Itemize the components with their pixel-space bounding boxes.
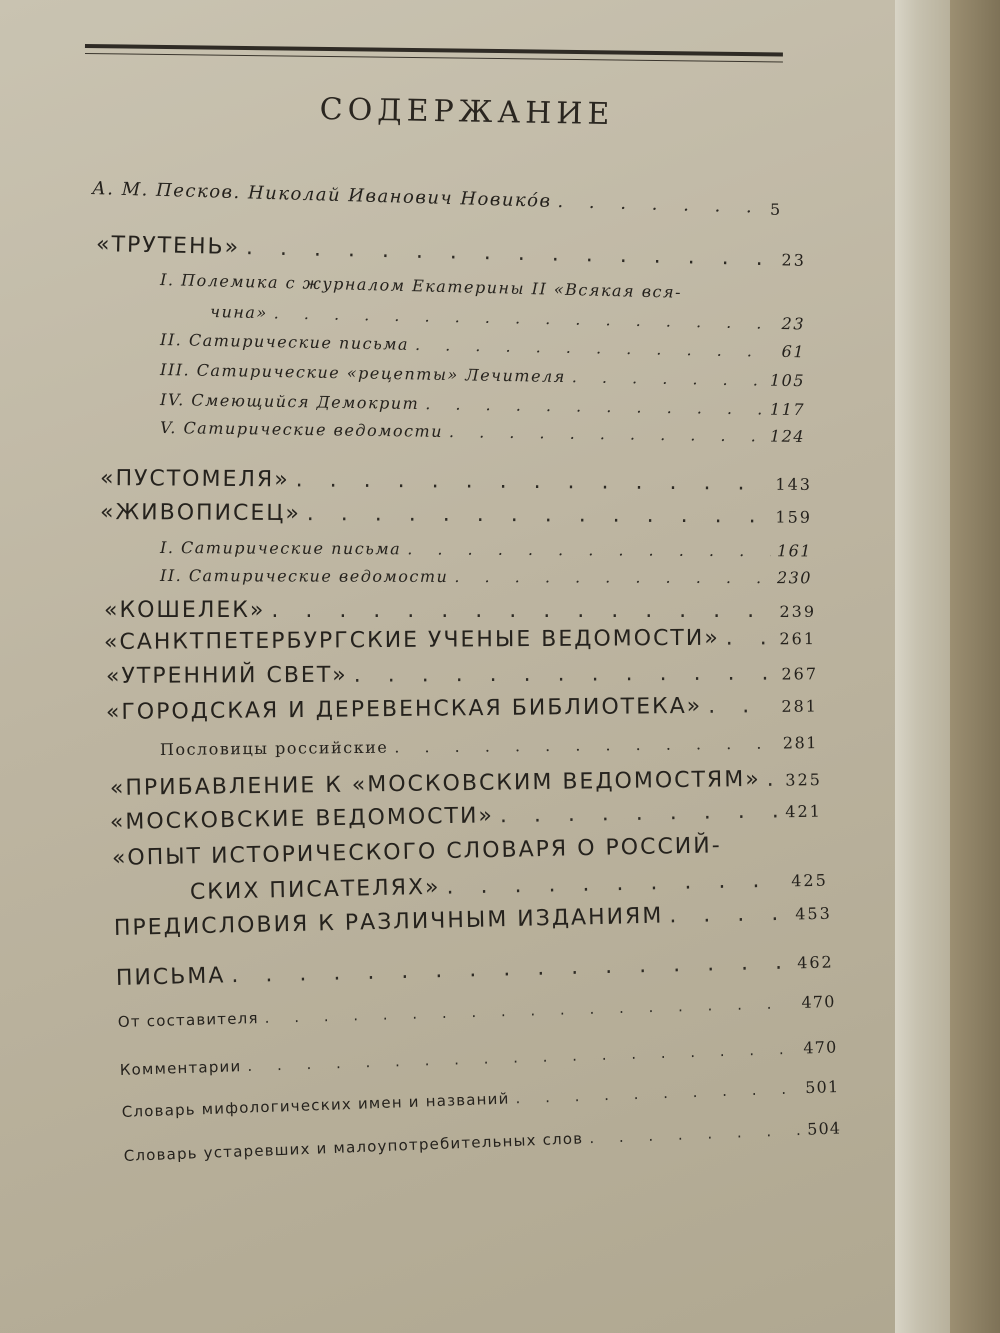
toc-entry-label: СКИХ ПИСАТЕЛЯХ»: [189, 874, 441, 905]
toc-entry-pisma: [116, 948, 835, 998]
toc-entry-label: Словарь мифологических имен и названий: [121, 1089, 510, 1121]
leader-dots: [449, 422, 764, 445]
toc-entry-page: 261: [779, 629, 817, 649]
toc-entry-page: 504: [806, 1118, 842, 1139]
toc-entry-label: «САНКТПЕТЕРБУРГСКИЕ УЧЕНЫЕ ВЕДОМОСТИ»: [103, 625, 720, 655]
leader-dots: [446, 868, 785, 900]
toc-entry-page: 230: [776, 568, 813, 588]
leader-dots: [669, 901, 789, 929]
toc-entry-label: Комментарии: [119, 1057, 242, 1079]
toc-entry-label: II. Сатирические ведомости: [159, 566, 449, 587]
toc-entry-spb-vedomosti: [104, 625, 816, 662]
toc-entry-label: I. Полемика с журналом Екатерины II «Всякая вся-: [159, 270, 683, 302]
toc-entry-label: «ЖИВОПИСЕЦ»: [99, 500, 301, 527]
toc-entry-utrenniy-svet: [106, 660, 818, 696]
toc-entry-page: 462: [796, 952, 834, 973]
toc-entry-page: 281: [781, 696, 819, 716]
toc-entry-page: 23: [781, 313, 806, 334]
toc-entry-ot-sostavitelya: [118, 992, 837, 1044]
leader-dots: [767, 767, 780, 792]
toc-entry-page: 425: [791, 870, 829, 891]
leader-dots: [425, 394, 764, 418]
toc-entry-page: 143: [775, 474, 813, 494]
toc-entry-label: «УТРЕННИЙ СВЕТ»: [105, 662, 348, 689]
toc-entry-page: 117: [769, 399, 806, 420]
leader-dots: [247, 1040, 797, 1075]
toc-entry-biblioteka: [106, 693, 818, 732]
leader-dots: [515, 1079, 799, 1107]
toc-entry-page: 267: [781, 664, 819, 684]
toc-entry-label: Пословицы российские: [159, 737, 389, 759]
toc-entry-label: I. Сатирические письма: [159, 538, 402, 559]
leader-dots: [726, 625, 774, 650]
toc-entry-label: ПРЕДИСЛОВИЯ К РАЗЛИЧНЫМ ИЗДАНИЯМ: [113, 903, 664, 941]
toc-entry-page: 453: [795, 903, 832, 924]
toc-entry-label: «ПУСТОМЕЛЯ»: [99, 466, 290, 493]
toc-entry-label: Словарь устаревших и малоупотребительных слов: [123, 1129, 584, 1165]
leader-dots: [407, 539, 771, 560]
toc-entry-page: 501: [804, 1076, 840, 1098]
toc-entry-page: 124: [769, 426, 806, 447]
toc-entry-label: III. Сатирические «рецепты» Лечителя: [159, 360, 566, 387]
toc-entry-label: V. Сатирические ведомости: [159, 418, 444, 441]
toc-entry-label: «ТРУТЕНЬ»: [95, 232, 241, 261]
leader-dots: [589, 1121, 802, 1147]
toc-entry-page: 325: [785, 770, 823, 790]
toc-entry-page: 470: [803, 1037, 838, 1058]
toc-entry-label: «ОПЫТ ИСТОРИЧЕСКОГО СЛОВАРЯ О РОССИЙ-: [111, 833, 722, 871]
page-edges: [895, 0, 950, 1333]
toc-entry-page: 470: [801, 991, 836, 1012]
toc-entry-label: От составителя: [117, 1009, 259, 1031]
toc-entry-label: ПИСЬМА: [115, 963, 226, 991]
toc-entry-page: 105: [769, 370, 806, 391]
leader-dots: [296, 467, 770, 495]
toc-entry-page-introduction: [770, 200, 800, 232]
toc-entry-label: II. Сатирические письма: [159, 330, 410, 354]
leader-dots: [500, 798, 780, 828]
toc-entry-zhivopisets-2: [160, 566, 812, 600]
toc-entry-label: «КОШЕЛЕК»: [104, 598, 266, 623]
toc-entry-page: 239: [779, 602, 816, 621]
toc-entry-poslovitsy: [160, 733, 818, 772]
leader-dots: [708, 693, 775, 719]
toc-entry-label: «ГОРОДСКАЯ И ДЕРЕВЕНСКАЯ БИБЛИОТЕКА»: [105, 693, 703, 725]
leader-dots: [264, 994, 795, 1027]
toc-entry-label: А. М. Песков. Николай Иванович Новико́в: [91, 178, 552, 212]
toc-entry-introduction: [92, 178, 763, 229]
toc-entry-zhivopisets: [100, 500, 812, 536]
leader-dots: [271, 598, 773, 623]
toc-entry-page: 161: [776, 541, 813, 561]
book-cover-edge: [950, 0, 1000, 1333]
toc-entry-page: 281: [782, 733, 818, 753]
toc-entry-label: «МОСКОВСКИЕ ВЕДОМОСТИ»: [109, 803, 495, 835]
toc-entry-page: 61: [781, 341, 806, 362]
toc-heading: СОДЕРЖАНИЕ: [319, 92, 615, 133]
leader-dots: [394, 734, 777, 757]
toc-entry-page: 5: [770, 200, 781, 219]
toc-entry-page: 159: [775, 507, 813, 527]
toc-entry-page: 421: [785, 801, 823, 822]
leader-dots: [454, 567, 771, 587]
leader-dots: [354, 660, 776, 687]
toc-entry-pustomelya: [100, 466, 812, 503]
toc-entry-label: чина»: [209, 302, 268, 323]
leader-dots: [246, 235, 776, 271]
toc-entry-label: IV. Смеющийся Демокрит: [159, 390, 420, 414]
leader-dots: [307, 501, 770, 528]
leader-dots: [557, 191, 756, 218]
toc-entry-label: «ПРИБАВЛЕНИЕ К «МОСКОВСКИМ ВЕДОМОСТЯМ»: [109, 766, 761, 801]
leader-dots: [231, 950, 791, 989]
leader-dots: [572, 367, 765, 389]
toc-entry-page: 23: [781, 250, 807, 270]
